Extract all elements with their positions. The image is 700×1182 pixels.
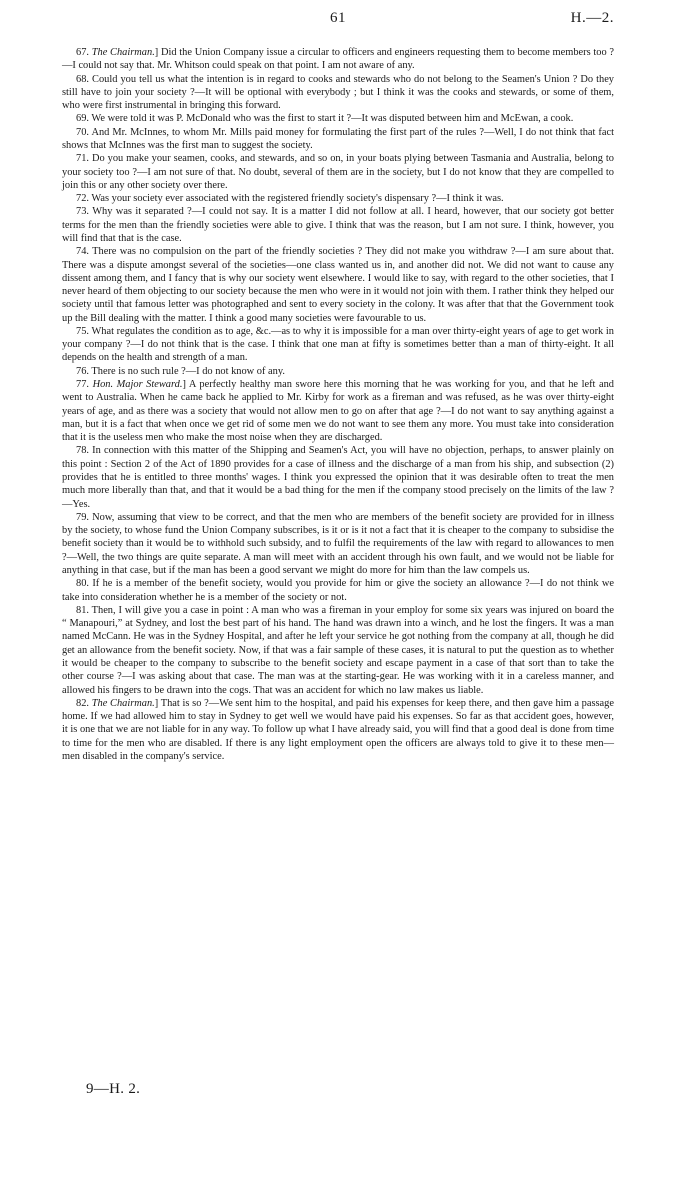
question-paragraph [62, 697, 614, 763]
paragraph-text: ] A perfectly healthy man swore here this morning that he was working for you, and that he left and went to Australia. When he came back he applied to Mr. Kirby for work as a fireman and was refused, as he was over thirty-eight years of age, and as there was a society that would not allow men to go on after that age ?—I do not want to say anything against a man, but it is a fact that when once we get rid of some men we do not want to see them any more. You must take into consideration that it is the useless men who make the most noise when they are discharged. [62, 379, 615, 444]
speaker-name: Hon. Major Steward. [92, 379, 183, 391]
paragraph-text: Was your society ever associated with the registered friendly society's dispensary ?—I think it was. [91, 193, 504, 205]
question-number: 82. [76, 697, 89, 709]
question-paragraph [62, 205, 614, 245]
question-paragraph [62, 126, 614, 153]
paragraph-text: Do you make your seamen, cooks, and stewards, and so on, in your boats plying between Tasmania and Australia, belong to your society too ?—I am not sure of that. No doubt, several of them are in the society, but I do not know that they are compelled to join this or any other society over there. [62, 153, 614, 191]
question-number: 77. [76, 379, 89, 391]
question-paragraph [62, 444, 614, 510]
question-number: 75. [76, 325, 89, 337]
question-number: 68. [76, 73, 89, 85]
question-number: 79. [76, 511, 89, 523]
page-number: 61 [330, 10, 346, 26]
question-paragraph [62, 192, 614, 205]
question-number: 69. [76, 113, 89, 125]
question-paragraph [62, 112, 614, 125]
paragraph-text: Then, I will give you a case in point : A man who was a fireman in your employ for some six years was injured on board the “ Manapouri,” at Sydney, and lost the best part of his hand. The hand was drawn into a winch, and he lost the fingers. It was a man named McCann. He was in the Sydney Hospital, and after he left your service he got nothing from the company at all, though he did get an allowance from the benefit society. Now, if that was a fair sample of these cases, it is natural to put the question as to whether it would be cheaper to the company to subscribe to the benefit society and escape payment in a case of that sort than to take the other course ?—I was asking about that case. The man was at the starting-gear. He was working with it in a careless manner, and allowed his fingers to be drawn into the cogs. That was an accident for which no law makes us liable. [62, 604, 614, 696]
question-paragraph [62, 577, 614, 604]
question-paragraph [62, 378, 614, 444]
paragraph-text: And Mr. McInnes, to whom Mr. Mills paid money for formulating the first part of the rules ?—Well, I do not think that fact shows that McInnes was the first man to suggest the society. [62, 126, 614, 151]
paragraph-text: Why was it separated ?—I could not say. It is a matter I did not follow at all. I heard, however, that our society got better terms for the men than the friendly societies were able to give. I think that was the reason, but I am not sure. I think, however, you will find that that is the case. [62, 206, 614, 244]
paragraph-text: ] Did the Union Company issue a circular to officers and engineers requesting them to become members too ?—I could not say that. Mr. Whitson could speak on that point. I am not aware of any. [62, 47, 614, 72]
paragraph-text: There is no such rule ?—I do not know of any. [91, 365, 285, 377]
paragraph-text: What regulates the condition as to age, &c.—as to why it is impossible for a man over thirty-eight years of age to get work in your company ?—I do not think that is the case. I think that one man at fifty is sometimes better than a man of thirty-eight. It all depends on the health and strength of a man. [62, 325, 614, 364]
question-paragraph [62, 325, 614, 365]
paragraph-text: In connection with this matter of the Shipping and Seamen's Act, you will have no objection, perhaps, to answer plainly on this point : Section 2 of the Act of 1890 provides for a case of illness and the discharge of a man from his ship, and subsection (2) provides that he is entitled to three months' wages. I think you expressed the opinion that it was desirable often to treat the men much more liberally than that, and that it would be a bad thing for the men if the company stood precisely on the limits of the law ?—Yes. [62, 445, 614, 510]
question-number: 78. [76, 445, 89, 457]
page-header [62, 10, 614, 32]
question-paragraph [62, 604, 614, 697]
paragraph-text: If he is a member of the benefit society, would you provide for him or give the society an allowance ?—I do not think we take into consideration whether he is a member of the society or not. [62, 578, 614, 603]
question-number: 71. [76, 153, 89, 165]
question-paragraph [62, 365, 614, 378]
question-number: 72. [76, 193, 89, 205]
speaker-name: The Chairman. [91, 697, 155, 709]
paragraph-text: ] That is so ?—We sent him to the hospital, and paid his expenses for keep there, and then gave him a passage home. If we had allowed him to stay in Sydney to get well we would have paid his expenses. So far as that accident goes, however, it is one that we are not liable for in any way. To follow up what I have already said, you will find that a good deal is done from time to time for the men who are disabled. If there is any light employment open the officers are always told to give it to these men—men disabled in the company's service. [62, 697, 614, 762]
paragraph-text: We were told it was P. McDonald who was the first to start it ?—It was disputed between him and McEwan, a cook. [91, 113, 574, 125]
question-paragraph [62, 511, 614, 577]
question-number: 80. [76, 578, 89, 590]
document-reference: H.—2. [570, 10, 614, 26]
question-number: 73. [76, 206, 89, 218]
question-number: 67. [76, 47, 89, 58]
testimony-body [62, 46, 614, 763]
question-paragraph [62, 46, 614, 73]
speaker-name: The Chairman. [91, 47, 155, 58]
paragraph-text: Could you tell us what the intention is in regard to cooks and stewards who do not belong to the Seamen's Union ? Do they still have to join your society ?—It will be optional with everybody ; but I think it was the cooks and stewards, or some of them, who were first instrumental in bringing this forward. [62, 73, 614, 112]
question-number: 70. [76, 126, 89, 138]
question-number: 76. [76, 365, 89, 377]
paragraph-text: Now, assuming that view to be correct, and that the men who are members of the benefit society are provided for in illness by the society, to whose fund the Union Company subscribes, is it or is it not a fact that it is cheaper to the company to subsidise the benefit society than it would be to withhold such subsidy, and to fulfil the requirements of the law with regard to allowances to men ?—Well, the two things are quite separate. A man will meet with an accident through his own fault, and we would not be liable for anything in that case, but if the man has been a good servant we might do more for him than the law compels us. [62, 511, 614, 576]
question-paragraph [62, 152, 614, 192]
paragraph-text: There was no compulsion on the part of the friendly societies ? They did not make you withdraw ?—I am sure about that. There was a dispute amongst several of the societies—one class wanted us in, and another did not. We did not want to cause any dissent among them, and I fancy that is why our society went elsewhere. I would like to say, with regard to the other societies, that I never heard of them objecting to our society because the men who were in it would not join with them. I rather think they helped our society until that famous letter was photographed and sent to every society in the colony. It was after that that the Government took up the Bill dealing with the matter. I think a good many societies were favourable to us. [62, 246, 614, 324]
question-paragraph [62, 245, 614, 325]
question-paragraph [62, 73, 614, 113]
question-number: 81. [76, 604, 89, 616]
sheet-signature: 9—H. 2. [86, 1081, 141, 1097]
question-number: 74. [76, 246, 89, 258]
